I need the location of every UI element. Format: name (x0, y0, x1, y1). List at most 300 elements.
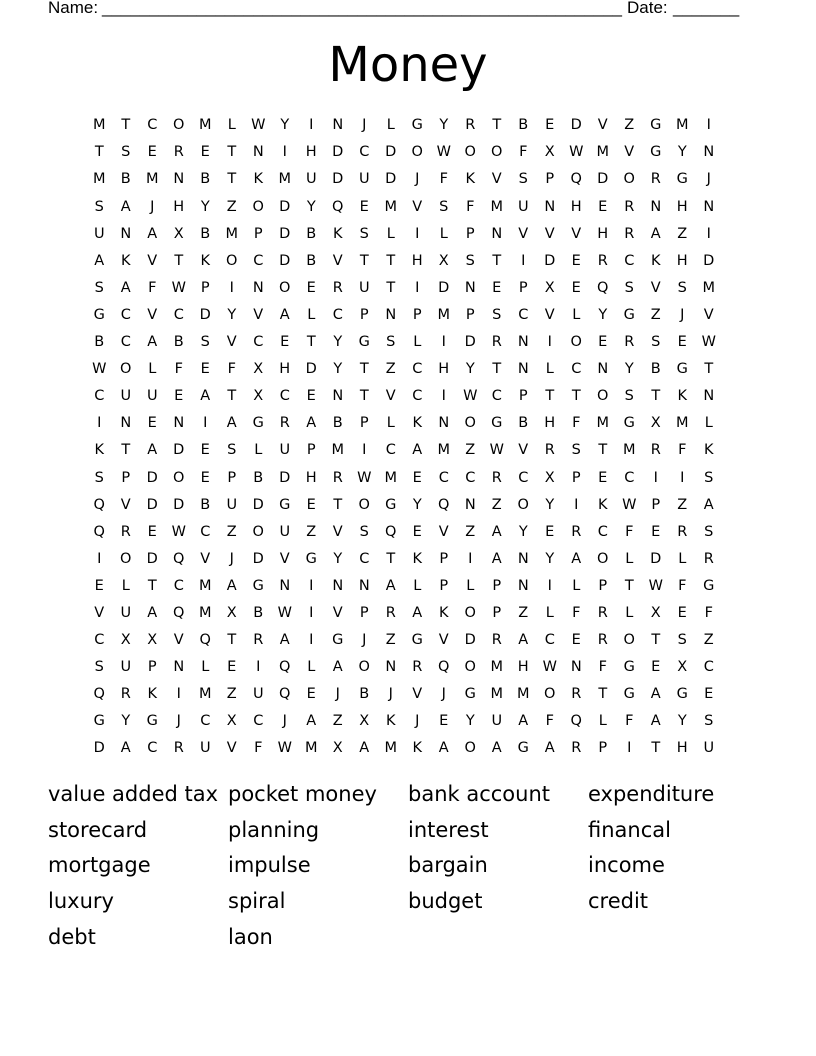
grid-letter: T (571, 388, 581, 405)
grid-letter: E (571, 632, 581, 649)
grid-letter: V (226, 334, 237, 351)
grid-letter: K (385, 713, 396, 730)
grid-letter: R (624, 198, 635, 215)
grid-letter: B (94, 334, 105, 351)
grid-letter: Q (93, 686, 105, 703)
grid-letter: R (412, 659, 423, 676)
word-list-item: planning (228, 817, 320, 842)
grid-letter: J (176, 713, 181, 730)
grid-letter: E (598, 198, 608, 215)
grid-letter: O (358, 496, 370, 513)
grid-letter: R (491, 469, 502, 486)
grid-letter: D (93, 740, 105, 757)
grid-letter: V (120, 496, 131, 513)
grid-letter: G (650, 144, 662, 161)
grid-letter: M (331, 442, 344, 459)
grid-letter: H (517, 659, 529, 676)
grid-letter: H (438, 361, 450, 378)
grid-letter: H (597, 225, 609, 242)
grid-letter: Q (173, 550, 185, 567)
grid-letter: L (254, 442, 263, 459)
grid-letter: I (309, 604, 314, 621)
grid-letter: R (491, 632, 502, 649)
grid-letter: K (438, 604, 449, 621)
grid-letter: L (572, 306, 581, 323)
grid-letter: A (226, 415, 237, 432)
grid-letter: Q (279, 659, 291, 676)
grid-letter: E (306, 686, 316, 703)
grid-letter: N (703, 198, 715, 215)
grid-letter: A (120, 740, 131, 757)
grid-letter: X (147, 632, 158, 649)
grid-letter: E (677, 334, 687, 351)
grid-letter: C (253, 713, 264, 730)
grid-letter: M (596, 415, 609, 432)
grid-letter: O (570, 334, 582, 351)
grid-letter: R (571, 686, 582, 703)
grid-letter: K (677, 388, 687, 405)
grid-letter: G (491, 415, 503, 432)
grid-letter: X (120, 632, 131, 649)
grid-letter: Y (439, 117, 449, 134)
grid-letter: G (517, 740, 529, 757)
grid-letter: Y (465, 361, 475, 378)
grid-letter: O (464, 604, 476, 621)
grid-letter: C (147, 117, 158, 134)
word-list-item: laon (228, 924, 273, 949)
grid-letter: L (386, 225, 395, 242)
grid-letter: T (598, 442, 608, 459)
word-list-item: bargain (408, 853, 488, 878)
grid-letter: Q (279, 686, 291, 703)
grid-letter: Z (306, 523, 317, 540)
grid-letter: V (332, 523, 343, 540)
grid-letter: N (173, 171, 185, 188)
grid-letter: E (651, 659, 661, 676)
grid-letter: B (518, 415, 529, 432)
grid-letter: O (597, 388, 609, 405)
grid-letter: T (492, 361, 502, 378)
grid-letter: I (653, 469, 658, 486)
grid-letter: S (704, 713, 714, 730)
grid-letter: Q (93, 523, 105, 540)
grid-letter: D (146, 550, 158, 567)
grid-letter: U (517, 198, 529, 215)
grid-letter: Q (438, 496, 450, 513)
grid-letter: Z (226, 686, 237, 703)
grid-letter: Y (545, 550, 555, 567)
grid-letter: I (282, 144, 287, 161)
name-blank: _______________________________________________________ (102, 0, 623, 17)
grid-letter: B (253, 469, 264, 486)
grid-letter: Y (121, 713, 131, 730)
grid-letter: A (279, 306, 290, 323)
grid-letter: I (176, 686, 181, 703)
grid-letter: E (280, 334, 290, 351)
grid-letter: U (199, 740, 211, 757)
grid-letter: T (704, 361, 714, 378)
grid-letter: R (571, 740, 582, 757)
grid-letter: L (439, 225, 448, 242)
grid-letter: D (650, 550, 662, 567)
word-list-item: pocket money (228, 782, 377, 806)
grid-letter: M (92, 171, 106, 188)
grid-letter: G (279, 496, 291, 513)
grid-letter: D (173, 496, 185, 513)
grid-letter: Q (438, 659, 450, 676)
word-list-item: value added tax (48, 782, 219, 806)
grid-letter: T (492, 117, 502, 134)
grid-letter: A (491, 523, 502, 540)
grid-letter: P (492, 577, 502, 594)
grid-letter: I (627, 740, 632, 757)
grid-letter: P (121, 469, 131, 486)
grid-letter: Y (465, 713, 475, 730)
grid-letter: V (624, 144, 635, 161)
grid-letter: Z (385, 632, 396, 649)
grid-letter: B (200, 496, 211, 513)
grid-letter: W (357, 469, 372, 486)
grid-letter: K (253, 171, 263, 188)
grid-letter: W (622, 496, 637, 513)
grid-letter: M (198, 604, 212, 621)
grid-letter: X (359, 713, 370, 730)
grid-letter: S (677, 632, 687, 649)
grid-letter: C (94, 632, 105, 649)
grid-letter: N (438, 415, 450, 432)
word-list-item: debt (48, 924, 96, 949)
grid-letter: A (571, 550, 582, 567)
grid-letter: I (415, 225, 420, 242)
grid-letter: H (676, 252, 688, 269)
grid-letter: Z (624, 117, 635, 134)
grid-letter: X (544, 279, 555, 296)
grid-letter: C (624, 252, 635, 269)
grid-letter: S (200, 334, 210, 351)
grid-letter: T (174, 252, 184, 269)
grid-letter: A (491, 740, 502, 757)
grid-letter: C (147, 740, 158, 757)
grid-letter: M (490, 686, 503, 703)
grid-letter: D (252, 496, 264, 513)
grid-letter: B (359, 686, 370, 703)
grid-letter: E (174, 388, 184, 405)
grid-letter: W (489, 442, 504, 459)
grid-letter: E (571, 252, 581, 269)
grid-letter: Y (333, 361, 343, 378)
grid-letter: C (518, 306, 529, 323)
grid-letter: V (597, 117, 608, 134)
grid-letter: D (597, 171, 609, 188)
grid-letter: N (570, 659, 582, 676)
grid-letter: P (306, 442, 316, 459)
grid-letter: F (439, 171, 448, 188)
grid-letter: I (706, 225, 711, 242)
grid-letter: W (171, 279, 186, 296)
grid-letter: T (386, 252, 396, 269)
grid-letter: B (173, 334, 184, 351)
grid-letter: F (148, 279, 157, 296)
grid-letter: M (490, 659, 503, 676)
grid-letter: C (173, 577, 184, 594)
grid-letter: S (518, 171, 528, 188)
grid-letter: P (651, 496, 661, 513)
grid-letter: C (120, 334, 131, 351)
grid-letter: T (386, 550, 396, 567)
grid-letter: G (146, 713, 158, 730)
grid-letter: P (253, 225, 263, 242)
grid-letter: Z (465, 442, 476, 459)
grid-letter: P (571, 469, 581, 486)
grid-letter: D (279, 198, 291, 215)
grid-letter: V (650, 279, 661, 296)
grid-letter: N (173, 415, 185, 432)
grid-letter: E (492, 279, 502, 296)
grid-letter: A (226, 577, 237, 594)
grid-letter: J (415, 713, 420, 730)
page-title: Money (328, 37, 488, 93)
grid-letter: X (650, 604, 661, 621)
grid-letter: N (120, 415, 132, 432)
grid-letter: S (492, 306, 502, 323)
grid-letter: E (651, 523, 661, 540)
grid-letter: G (93, 713, 105, 730)
grid-letter: N (332, 117, 344, 134)
grid-letter: N (173, 659, 185, 676)
grid-letter: K (412, 740, 422, 757)
grid-letter: M (384, 740, 397, 757)
grid-letter: M (675, 117, 689, 134)
grid-letter: Y (227, 306, 237, 323)
grid-letter: Z (650, 306, 661, 323)
grid-letter: Q (570, 171, 582, 188)
grid-letter: U (120, 388, 132, 405)
word-list-item: expenditure (588, 782, 715, 806)
grid-letter: Y (677, 713, 687, 730)
grid-letter: E (545, 117, 555, 134)
word-list-item: interest (408, 817, 489, 842)
grid-letter: V (412, 686, 423, 703)
grid-letter: S (94, 659, 104, 676)
grid-letter: I (229, 279, 234, 296)
grid-letter: C (120, 306, 131, 323)
grid-letter: D (279, 469, 291, 486)
grid-letter: B (518, 117, 529, 134)
grid-letter: D (570, 117, 582, 134)
grid-letter: Y (200, 198, 210, 215)
grid-letter: I (441, 388, 446, 405)
grid-letter: S (386, 334, 396, 351)
grid-letter: H (676, 198, 688, 215)
grid-letter: Z (491, 496, 502, 513)
grid-letter: E (704, 686, 714, 703)
grid-letter: T (651, 388, 661, 405)
grid-letter: E (306, 279, 316, 296)
grid-letter: Z (226, 523, 237, 540)
grid-letter: I (441, 334, 446, 351)
grid-letter: T (306, 334, 316, 351)
grid-letter: R (597, 252, 608, 269)
word-list-item: income (588, 853, 665, 878)
grid-letter: P (359, 415, 369, 432)
grid-letter: R (120, 686, 131, 703)
grid-letter: K (412, 550, 422, 567)
grid-letter: P (359, 604, 369, 621)
grid-letter: N (517, 334, 529, 351)
grid-letter: I (680, 469, 685, 486)
grid-letter: E (412, 469, 422, 486)
grid-letter: U (305, 171, 317, 188)
grid-letter: D (544, 252, 556, 269)
grid-letter: O (358, 659, 370, 676)
grid-letter: R (597, 632, 608, 649)
grid-letter: M (516, 686, 530, 703)
grid-letter: R (120, 523, 131, 540)
grid-letter: A (120, 279, 131, 296)
grid-letter: N (332, 577, 344, 594)
grid-letter: N (464, 279, 476, 296)
grid-letter: C (412, 388, 423, 405)
grid-letter: G (623, 306, 635, 323)
grid-letter: N (517, 361, 529, 378)
grid-letter: S (651, 334, 661, 351)
grid-letter: A (359, 740, 370, 757)
grid-letter: K (703, 442, 714, 459)
grid-letter: Z (518, 604, 529, 621)
grid-letter: O (252, 523, 264, 540)
grid-letter: E (439, 713, 449, 730)
grid-letter: G (650, 117, 662, 134)
word-list-item: budget (408, 889, 483, 914)
grid-letter: F (625, 523, 634, 540)
grid-letter: I (203, 415, 208, 432)
grid-letter: L (466, 577, 475, 594)
grid-letter: T (94, 144, 104, 161)
grid-letter: N (332, 388, 344, 405)
grid-letter: A (412, 442, 423, 459)
grid-letter: E (200, 469, 210, 486)
grid-letter: V (226, 740, 237, 757)
grid-letter: X (226, 604, 237, 621)
grid-letter: P (147, 659, 157, 676)
grid-letter: Y (412, 496, 422, 513)
grid-letter: D (332, 171, 344, 188)
grid-letter: A (385, 577, 396, 594)
grid-letter: B (650, 361, 661, 378)
grid-letter: Y (624, 361, 634, 378)
grid-letter: E (412, 523, 422, 540)
grid-letter: E (545, 523, 555, 540)
grid-letter: C (359, 144, 370, 161)
grid-letter: E (94, 577, 104, 594)
grid-letter: Q (173, 604, 185, 621)
grid-letter: Q (332, 198, 344, 215)
grid-letter: X (332, 740, 343, 757)
grid-letter: E (147, 523, 157, 540)
grid-letter: T (492, 252, 502, 269)
grid-letter: R (173, 740, 184, 757)
grid-letter: M (437, 306, 450, 323)
grid-letter: R (624, 334, 635, 351)
grid-letter: A (438, 740, 449, 757)
grid-letter: E (227, 659, 237, 676)
word-list-item: luxury (48, 889, 114, 914)
grid-letter: V (491, 171, 502, 188)
grid-letter: N (544, 198, 556, 215)
grid-letter: D (332, 144, 344, 161)
grid-letter: F (678, 577, 687, 594)
grid-letter: P (439, 550, 449, 567)
grid-letter: V (332, 604, 343, 621)
grid-letter: K (120, 252, 131, 269)
grid-letter: L (148, 361, 157, 378)
grid-letter: O (173, 469, 185, 486)
grid-letter: A (147, 225, 158, 242)
grid-letter: F (598, 659, 607, 676)
grid-letter: T (598, 686, 608, 703)
grid-letter: B (120, 171, 131, 188)
grid-letter: W (251, 117, 266, 134)
grid-letter: O (623, 632, 635, 649)
grid-letter: N (120, 225, 132, 242)
grid-letter: N (597, 361, 609, 378)
grid-letter: A (94, 252, 105, 269)
grid-letter: E (200, 442, 210, 459)
grid-letter: G (676, 171, 688, 188)
grid-letter: J (415, 171, 420, 188)
grid-letter: R (571, 523, 582, 540)
word-list-item: bank account (408, 782, 551, 806)
grid-letter: A (650, 713, 661, 730)
grid-letter: L (678, 550, 687, 567)
grid-letter: Z (332, 713, 343, 730)
grid-letter: A (200, 388, 211, 405)
grid-letter: X (253, 388, 264, 405)
grid-letter: N (358, 577, 370, 594)
grid-letter: U (120, 659, 132, 676)
grid-letter: T (545, 388, 555, 405)
grid-letter: W (92, 361, 107, 378)
grid-letter: B (200, 225, 211, 242)
grid-letter: L (704, 415, 713, 432)
grid-letter: E (677, 604, 687, 621)
grid-letter: V (173, 632, 184, 649)
grid-letter: C (544, 632, 555, 649)
grid-letter: L (386, 415, 395, 432)
grid-letter: M (596, 144, 609, 161)
grid-letter: V (518, 442, 529, 459)
grid-letter: I (309, 577, 314, 594)
grid-letter: P (492, 604, 502, 621)
grid-letter: F (519, 144, 528, 161)
grid-letter: A (332, 659, 343, 676)
grid-letter: P (545, 171, 555, 188)
grid-letter: D (438, 279, 450, 296)
grid-letter: J (680, 306, 685, 323)
grid-letter: Y (306, 198, 316, 215)
grid-letter: S (624, 279, 634, 296)
grid-letter: X (544, 469, 555, 486)
grid-letter: M (702, 279, 715, 296)
grid-letter: H (411, 252, 423, 269)
grid-letter: S (359, 523, 369, 540)
grid-letter: B (332, 415, 343, 432)
grid-letter: N (385, 659, 397, 676)
grid-letter: M (225, 225, 238, 242)
grid-letter: L (572, 577, 581, 594)
grid-letter: D (146, 496, 158, 513)
grid-letter: X (677, 659, 688, 676)
